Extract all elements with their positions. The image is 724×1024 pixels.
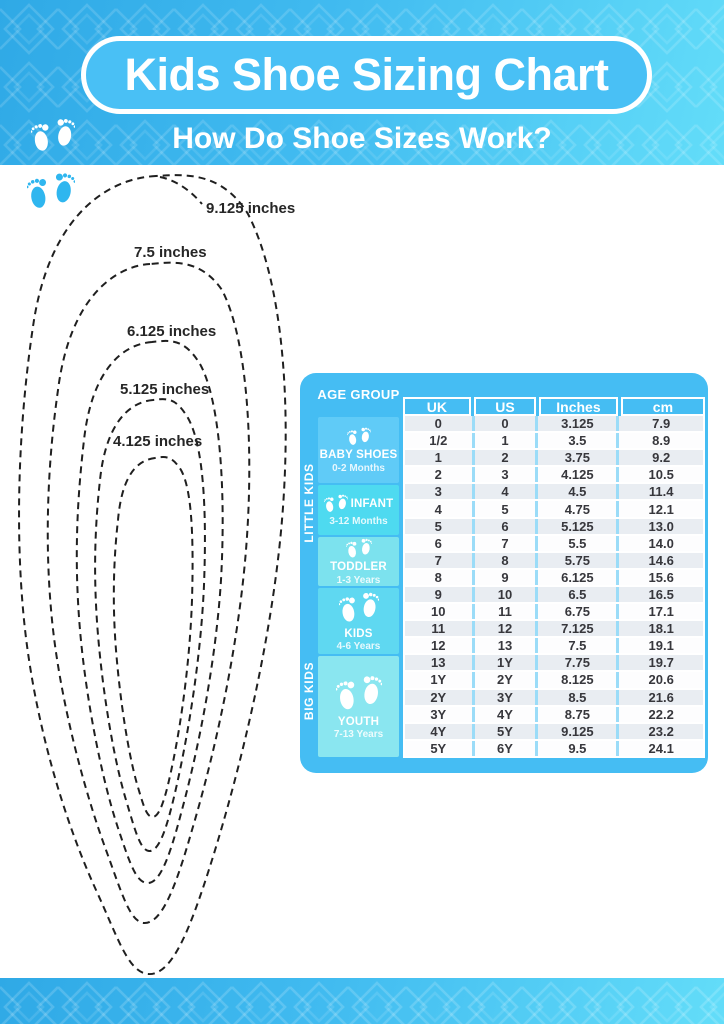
- table-cell: 19.7: [619, 655, 703, 670]
- table-cell: 6: [475, 519, 536, 534]
- table-cell: 8.75: [538, 707, 616, 722]
- table-cell: 10: [405, 604, 472, 619]
- age-group-name: TODDLER: [330, 561, 387, 574]
- table-row: [405, 707, 703, 724]
- size-label: 9.125 inches: [206, 200, 296, 217]
- age-group-range: 1-3 Years: [336, 574, 381, 586]
- foot-outline-6125: [77, 341, 223, 883]
- table-cell: 13: [475, 638, 536, 653]
- table-cell: 19.1: [619, 638, 703, 653]
- title-pill: [81, 36, 652, 114]
- table-cell: 15.6: [619, 570, 703, 585]
- table-row: [405, 519, 703, 536]
- table-cell: 12.1: [619, 501, 703, 516]
- age-group-range: 7-13 Years: [333, 729, 384, 741]
- table-cell: 6: [405, 536, 472, 551]
- table-row: [405, 621, 703, 638]
- table-cell: 3: [405, 484, 472, 499]
- size-label: 5.125 inches: [120, 381, 210, 398]
- table-cell: 8: [475, 553, 536, 568]
- feet-icon: [336, 673, 382, 715]
- table-row: [405, 433, 703, 450]
- age-group-range: 0-2 Months: [332, 462, 385, 474]
- table-cell: 3: [475, 467, 536, 482]
- table-cell: 6Y: [475, 741, 536, 756]
- table-cell: 12: [405, 638, 472, 653]
- table-row: [405, 450, 703, 467]
- diamond-pattern: [0, 978, 724, 1024]
- size-grid: [403, 416, 705, 758]
- table-row: [405, 416, 703, 433]
- table-cell: 3Y: [405, 707, 472, 722]
- table-cell: 5Y: [475, 724, 536, 739]
- table-cell: 18.1: [619, 621, 703, 636]
- table-cell: 5.5: [538, 536, 616, 551]
- table-cell: 4.75: [538, 501, 616, 516]
- table-row: [405, 536, 703, 553]
- size-label: 7.5 inches: [134, 244, 207, 261]
- table-cell: 1: [475, 433, 536, 448]
- column-header-cm: cm: [621, 397, 705, 416]
- table-cell: 7.75: [538, 655, 616, 670]
- table-cell: 7.9: [619, 416, 703, 431]
- table-cell: 14.6: [619, 553, 703, 568]
- age-group-box-youth: [318, 656, 399, 757]
- table-row: [405, 672, 703, 689]
- table-cell: 9: [475, 570, 536, 585]
- age-group-name: BABY SHOES: [319, 449, 398, 462]
- table-cell: 0: [475, 416, 536, 431]
- table-row: [405, 484, 703, 501]
- table-cell: 2: [475, 450, 536, 465]
- age-group-box-kids: [318, 588, 399, 654]
- table-row: [405, 467, 703, 484]
- footer-band: [0, 978, 724, 1024]
- table-cell: 9.2: [619, 450, 703, 465]
- page-subtitle: How Do Shoe Sizes Work?: [172, 122, 552, 155]
- age-group-name: YOUTH: [337, 715, 380, 728]
- table-cell: 5.75: [538, 553, 616, 568]
- age-group-name: INFANT: [350, 497, 394, 510]
- table-cell: 20.6: [619, 672, 703, 687]
- table-cell: 3.75: [538, 450, 616, 465]
- age-group-name: KIDS: [344, 627, 373, 640]
- little-kids-label: LITTLE KIDS: [302, 463, 316, 543]
- table-cell: 4Y: [405, 724, 472, 739]
- table-cell: 8: [405, 570, 472, 585]
- table-cell: 4: [405, 501, 472, 516]
- age-group-box-baby-shoes: [318, 417, 399, 483]
- column-header-uk: UK: [403, 397, 471, 416]
- feet-icon: [347, 426, 371, 448]
- age-group-box-infant: [318, 485, 399, 534]
- page-title: Kids Shoe Sizing Chart: [124, 49, 609, 100]
- feet-icon: [339, 590, 379, 626]
- column-header-inches: Inches: [539, 397, 618, 416]
- table-cell: 8.5: [538, 690, 616, 705]
- table-cell: 4Y: [475, 707, 536, 722]
- table-cell: 8.9: [619, 433, 703, 448]
- table-cell: 17.1: [619, 604, 703, 619]
- table-row: [405, 655, 703, 672]
- table-cell: 16.5: [619, 587, 703, 602]
- table-row: [405, 741, 703, 756]
- foot-outline-9125: [19, 175, 286, 974]
- feet-icon: [346, 537, 372, 561]
- table-row: [405, 724, 703, 741]
- size-label: 6.125 inches: [127, 323, 217, 340]
- age-group-range: 3-12 Months: [329, 515, 388, 527]
- feet-icon: [27, 170, 75, 214]
- table-cell: 2Y: [405, 690, 472, 705]
- table-row: [405, 553, 703, 570]
- table-cell: 11: [405, 621, 472, 636]
- table-cell: 6.75: [538, 604, 616, 619]
- age-group-range: 4-6 Years: [336, 641, 381, 653]
- table-cell: 4: [475, 484, 536, 499]
- table-cell: 11.4: [619, 484, 703, 499]
- table-cell: 13.0: [619, 519, 703, 534]
- big-kids-label: BIG KIDS: [302, 661, 316, 721]
- table-cell: 4.125: [538, 467, 616, 482]
- table-cell: 24.1: [619, 741, 703, 756]
- foot-outline-75: [48, 263, 250, 923]
- table-cell: 10: [475, 587, 536, 602]
- table-cell: 7.5: [538, 638, 616, 653]
- table-cell: 1/2: [405, 433, 472, 448]
- table-row: [405, 638, 703, 655]
- column-header-us: US: [474, 397, 536, 416]
- header-band: [0, 0, 724, 165]
- table-cell: 9.125: [538, 724, 616, 739]
- table-row: [405, 570, 703, 587]
- table-cell: 1: [405, 450, 472, 465]
- table-cell: 5Y: [405, 741, 472, 756]
- table-cell: 3.125: [538, 416, 616, 431]
- table-cell: 9.5: [538, 741, 616, 756]
- table-cell: 5: [405, 519, 472, 534]
- table-row: [405, 587, 703, 604]
- table-cell: 9: [405, 587, 472, 602]
- table-cell: 5.125: [538, 519, 616, 534]
- table-cell: 10.5: [619, 467, 703, 482]
- table-cell: 11: [475, 604, 536, 619]
- feet-icon: [27, 170, 75, 214]
- table-cell: 7: [405, 553, 472, 568]
- age-group-box-toddler: [318, 537, 399, 586]
- table-header-row: [403, 397, 705, 416]
- table-cell: 5: [475, 501, 536, 516]
- table-cell: 4.5: [538, 484, 616, 499]
- table-cell: 3Y: [475, 690, 536, 705]
- size-table-panel: [300, 373, 708, 773]
- table-cell: 6.125: [538, 570, 616, 585]
- age-group-header: AGE GROUP: [317, 387, 400, 402]
- table-row: [405, 501, 703, 518]
- table-cell: 14.0: [619, 536, 703, 551]
- table-cell: 1Y: [475, 655, 536, 670]
- table-cell: 22.2: [619, 707, 703, 722]
- table-cell: 3.5: [538, 433, 616, 448]
- table-row: [405, 690, 703, 707]
- size-label: 4.125 inches: [113, 433, 203, 450]
- foot-outline-4125: [114, 457, 193, 817]
- table-cell: 2: [405, 467, 472, 482]
- table-cell: 2Y: [475, 672, 536, 687]
- feet-icon: [31, 116, 75, 156]
- feet-icon: [324, 493, 348, 515]
- table-cell: 8.125: [538, 672, 616, 687]
- table-cell: 7.125: [538, 621, 616, 636]
- table-cell: 7: [475, 536, 536, 551]
- label-connector: [160, 177, 202, 204]
- table-cell: 12: [475, 621, 536, 636]
- table-cell: 13: [405, 655, 472, 670]
- table-row: [405, 604, 703, 621]
- table-cell: 6.5: [538, 587, 616, 602]
- table-cell: 0: [405, 416, 472, 431]
- table-cell: 21.6: [619, 690, 703, 705]
- foot-outline-5125: [95, 399, 205, 851]
- table-cell: 23.2: [619, 724, 703, 739]
- table-cell: 1Y: [405, 672, 472, 687]
